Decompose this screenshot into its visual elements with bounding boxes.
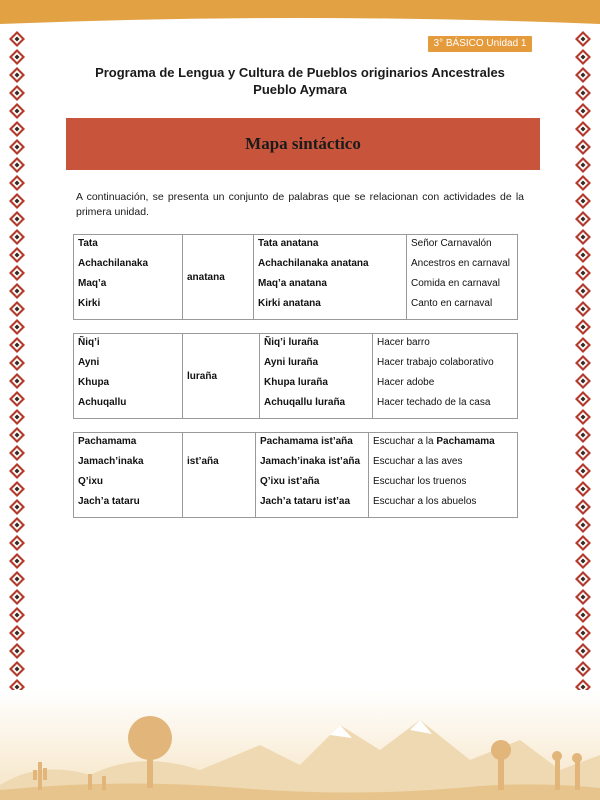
vocab-table-lurana <box>73 333 518 419</box>
combined-word: Ñiq’i luraña <box>264 337 319 348</box>
title-line-2: Pueblo Aymara <box>253 82 347 97</box>
suffix-word: ist’aña <box>187 456 219 467</box>
combined-column <box>256 433 369 518</box>
right-decorative-border <box>572 30 594 720</box>
section-heading: Mapa sintáctico <box>245 134 361 153</box>
meaning-text <box>373 435 513 455</box>
combined-word: Jamach’inaka ist’aña <box>260 456 361 467</box>
root-word: Kirki <box>78 298 101 309</box>
root-word: Khupa <box>78 377 110 388</box>
suffix-cell <box>183 433 256 518</box>
root-word: Maq’a <box>78 278 107 289</box>
suffix-word: luraña <box>187 370 218 382</box>
suffix-cell <box>183 235 254 320</box>
meaning-text: Escuchar a los abuelos <box>373 496 477 507</box>
meaning-column <box>407 235 518 320</box>
combined-word: Achuqallu luraña <box>264 397 346 408</box>
roots-column <box>74 235 183 320</box>
meaning-text: Hacer adobe <box>377 377 435 388</box>
root-word: Achachilanaka <box>78 258 149 269</box>
meaning-text: Hacer techado de la casa <box>377 397 491 408</box>
suffix-cell <box>183 334 260 419</box>
meaning-text: Ancestros en carnaval <box>411 258 510 269</box>
intro-paragraph: A continuación, se presenta un conjunto de palabras que se relacionan con actividades de la primera unidad. <box>76 191 524 218</box>
root-word: Ñiq’i <box>78 337 100 348</box>
combined-word: Khupa luraña <box>264 377 328 388</box>
suffix-word: anatana <box>187 271 225 283</box>
meaning-column <box>369 433 518 518</box>
top-band-curve <box>0 14 600 28</box>
root-word: Jamach’inaka <box>78 456 144 467</box>
vocab-table-istana <box>73 432 518 518</box>
roots-column <box>74 334 183 419</box>
combined-word: Q’ixu ist’aña <box>260 476 320 487</box>
meaning-text: Señor Carnavalón <box>411 238 492 249</box>
vocab-table-anatana <box>73 234 518 320</box>
root-word: Jach’a tataru <box>78 496 140 507</box>
combined-column <box>260 334 373 419</box>
unit-badge: 3° BÁSICO Unidad 1 <box>428 36 532 52</box>
section-banner <box>66 118 540 170</box>
combined-word: Ayni luraña <box>264 357 319 368</box>
root-word: Q’ixu <box>78 476 104 487</box>
combined-word: Tata anatana <box>258 238 319 249</box>
meaning-text: Comida en carnaval <box>411 278 500 289</box>
combined-word: Kirki anatana <box>258 298 321 309</box>
meaning-text: Hacer barro <box>377 337 430 348</box>
meaning-text: Escuchar a las aves <box>373 456 463 467</box>
meaning-text: Canto en carnaval <box>411 298 493 309</box>
root-word: Ayni <box>78 357 100 368</box>
root-word: Pachamama <box>78 436 137 447</box>
bottom-landscape-illustration <box>0 690 600 800</box>
combined-word: Maq’a anatana <box>258 278 327 289</box>
meaning-text: Hacer trabajo colaborativo <box>377 357 494 368</box>
meaning-bold-word: Pachamama <box>436 436 495 447</box>
combined-word: Achachilanaka anatana <box>258 258 369 269</box>
root-word: Tata <box>78 238 98 249</box>
title-line-1: Programa de Lengua y Cultura de Pueblos originarios Ancestrales <box>95 65 505 80</box>
meaning-prefix: Escuchar a la <box>373 436 434 447</box>
combined-word: Jach’a tataru ist’aa <box>260 496 351 507</box>
meaning-text: Escuchar los truenos <box>373 476 467 487</box>
roots-column <box>74 433 183 518</box>
document-title <box>0 64 600 98</box>
meaning-column <box>373 334 518 419</box>
combined-word: Pachamama ist’aña <box>260 436 353 447</box>
left-decorative-border <box>6 30 28 720</box>
root-word: Achuqallu <box>78 397 127 408</box>
combined-column <box>254 235 407 320</box>
